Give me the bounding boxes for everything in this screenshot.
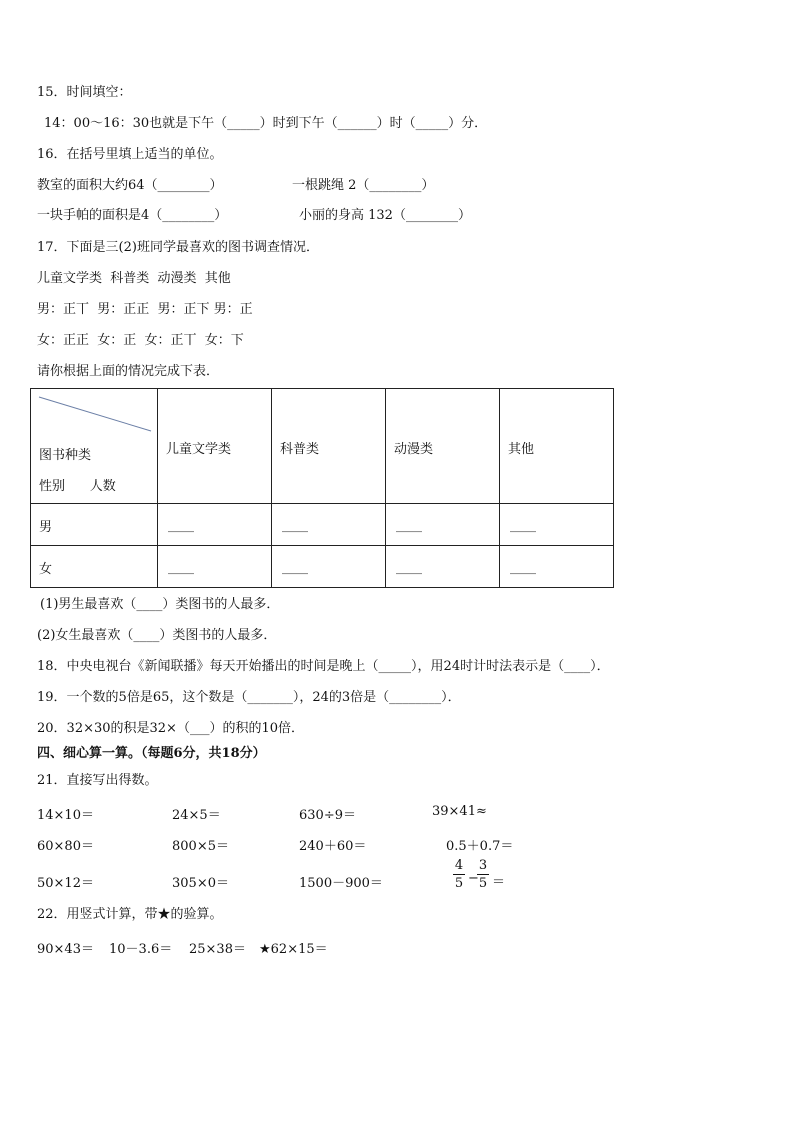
q17-instruction: 请你根据上面的情况完成下表． bbox=[37, 364, 220, 379]
calc-item: 630÷9＝ bbox=[299, 808, 356, 823]
calc-item: 0.5＋0.7＝ bbox=[446, 839, 514, 854]
answer-cell[interactable] bbox=[386, 546, 500, 588]
column-header-label: 其他 bbox=[508, 442, 535, 457]
q17-title: 17．下面是三(2)班同学最喜欢的图书调查情况． bbox=[37, 240, 319, 255]
calc-item: 60×80＝ bbox=[37, 839, 94, 854]
q19: 19．一个数的5倍是65，这个数是（_______），24的3倍是（________）． bbox=[37, 690, 461, 705]
q17-categories: 儿童文学类 科普类 动漫类 其他 bbox=[37, 271, 231, 286]
answer-cell[interactable] bbox=[272, 504, 386, 546]
answer-blank[interactable]: ____ bbox=[396, 518, 422, 533]
column-header-label: 科普类 bbox=[280, 442, 320, 457]
column-header bbox=[500, 389, 614, 504]
minus-sign: − bbox=[468, 871, 479, 886]
q21-title: 21．直接写出得数。 bbox=[37, 773, 158, 788]
answer-cell[interactable] bbox=[158, 504, 272, 546]
row-label-text: 女 bbox=[39, 562, 53, 577]
q17-boys-tally: 男：正丅 男：正正 男：正下 男：正 bbox=[37, 302, 253, 317]
q16-item-c: 一块手帕的面积是4（________） bbox=[37, 208, 228, 223]
answer-blank[interactable]: ____ bbox=[396, 560, 422, 575]
row-label bbox=[31, 504, 158, 546]
calc-item: 305×0＝ bbox=[172, 876, 229, 891]
calc-item: 800×5＝ bbox=[172, 839, 229, 854]
vertical-calc-item: ★62×15＝ bbox=[259, 942, 328, 957]
answer-cell[interactable] bbox=[386, 504, 500, 546]
q16-item-a: 教室的面积大约64（________） bbox=[37, 178, 223, 193]
table-corner-cell bbox=[31, 389, 158, 504]
q18: 18．中央电视台《新闻联播》每天开始播出的时间是晚上（_____），用24时计时法表示是（____）． bbox=[37, 659, 610, 674]
column-header bbox=[386, 389, 500, 504]
answer-cell[interactable] bbox=[500, 504, 614, 546]
calc-item: 240＋60＝ bbox=[299, 839, 367, 854]
numerator: 4 bbox=[454, 858, 464, 873]
column-header bbox=[158, 389, 272, 504]
row-label bbox=[31, 546, 158, 588]
vertical-calc-item: 90×43＝ bbox=[37, 942, 94, 957]
q17-sub1: (1)男生最喜欢（____）类图书的人最多． bbox=[40, 597, 280, 612]
q17-sub2: (2)女生最喜欢（____）类图书的人最多． bbox=[37, 628, 277, 643]
q16-item-d: 小丽的身高 132（________） bbox=[299, 208, 471, 223]
q20: 20．32×30的积是32×（___）的积的10倍． bbox=[37, 721, 304, 736]
answer-cell[interactable] bbox=[272, 546, 386, 588]
fraction-bar bbox=[453, 874, 465, 875]
table-row bbox=[31, 546, 614, 588]
q16-title: 16．在括号里填上适当的单位。 bbox=[37, 147, 223, 162]
answer-blank[interactable]: ____ bbox=[168, 560, 194, 575]
vertical-calc-item: 25×38＝ bbox=[189, 942, 246, 957]
corner-label-row: 性别 人数 bbox=[39, 479, 116, 494]
q15-title: 15．时间填空： bbox=[37, 85, 132, 100]
calc-item: 24×5＝ bbox=[172, 808, 221, 823]
corner-label-type: 图书种类 bbox=[39, 448, 92, 463]
table-row bbox=[31, 504, 614, 546]
column-header-label: 动漫类 bbox=[394, 442, 434, 457]
answer-cell[interactable] bbox=[500, 546, 614, 588]
survey-table bbox=[30, 388, 614, 588]
section-4-heading: 四、细心算一算。（每题6分，共18分） bbox=[37, 746, 266, 761]
column-header-label: 儿童文学类 bbox=[166, 442, 232, 457]
denominator: 5 bbox=[454, 876, 464, 891]
row-label-text: 男 bbox=[39, 520, 53, 535]
answer-blank[interactable]: ____ bbox=[282, 518, 308, 533]
q15-body: 14：00～16：30也就是下午（_____）时到下午（______）时（_____）分． bbox=[44, 116, 488, 131]
q17-girls-tally: 女：正正 女：正 女：正丅 女：下 bbox=[37, 333, 244, 348]
numerator: 3 bbox=[478, 858, 488, 873]
calc-item: 14×10＝ bbox=[37, 808, 94, 823]
answer-cell[interactable] bbox=[158, 546, 272, 588]
calc-item: 1500－900＝ bbox=[299, 876, 383, 891]
q16-item-b: 一根跳绳 2（________） bbox=[292, 178, 435, 193]
answer-blank[interactable]: ____ bbox=[510, 560, 536, 575]
answer-blank[interactable]: ____ bbox=[282, 560, 308, 575]
column-header bbox=[272, 389, 386, 504]
fraction-bar bbox=[477, 874, 489, 875]
answer-blank[interactable]: ____ bbox=[510, 518, 536, 533]
answer-blank[interactable]: ____ bbox=[168, 518, 194, 533]
fraction-3-5 bbox=[477, 858, 489, 891]
vertical-calc-item: 10－3.6＝ bbox=[109, 942, 173, 957]
equals-sign: ＝ bbox=[492, 875, 506, 890]
q22-title: 22．用竖式计算，带★的验算。 bbox=[37, 907, 223, 922]
calc-item: 39×41≈ bbox=[432, 804, 487, 819]
denominator: 5 bbox=[478, 876, 488, 891]
fraction-4-5 bbox=[453, 858, 465, 891]
calc-item: 50×12＝ bbox=[37, 876, 94, 891]
